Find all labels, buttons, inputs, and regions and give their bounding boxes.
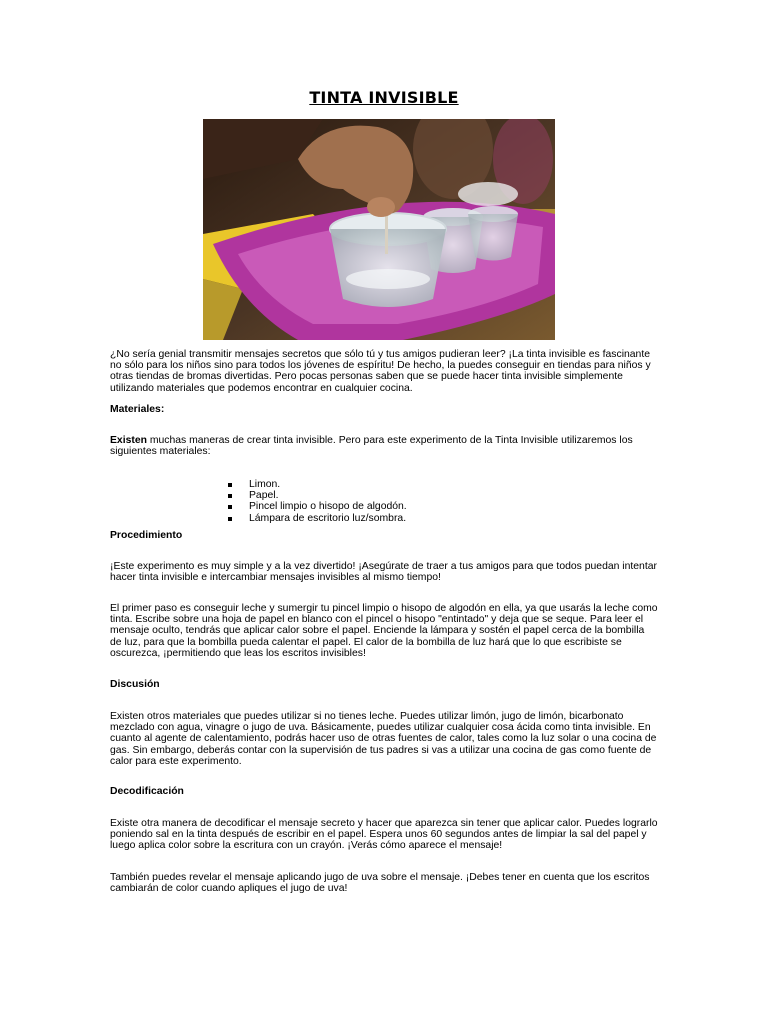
decoding-paragraph-1: Existe otra manera de decodificar el mensaje secreto y hacer que aparezca sin tener que aplicar calor. Puedes lograrlo poniendo sal en la tinta después de escribir en el papel. Espera unos 60 segundos antes de limpiar la sal del papel y luego aplica color sobre la escritura con un crayón. ¡Verás cómo aparece el mensaje! [110, 818, 658, 852]
procedure-heading: Procedimiento [110, 530, 183, 541]
procedure-paragraph-1: ¡Este experimento es muy simple y a la vez divertido! ¡Asegúrate de traer a tus amigos para que todos puedan intentar hacer tinta invisible e intercambiar mensajes invisibles al mismo tiempo! [110, 561, 657, 584]
materials-intro [110, 435, 658, 457]
decoding-heading: Decodificación [110, 786, 184, 797]
list-item: Limon. [228, 479, 407, 490]
bullet-icon [228, 494, 232, 498]
materials-heading: Materiales: [110, 404, 165, 415]
list-item: Papel. [228, 490, 407, 501]
list-item: Pincel limpio o hisopo de algodón. [228, 501, 407, 512]
bullet-icon [228, 517, 232, 521]
materials-lead-bold: Existen [110, 435, 147, 446]
procedure-paragraph-2: El primer paso es conseguir leche y sumergir tu pincel limpio o hisopo de algodón en ella, ya que usarás la leche como tinta. Escribe sobre una hoja de papel en blanco con el pincel o hisopo "entintado" y deja que se seque. Para leer el mensaje oculto, tendrás que aplicar calor sobre el papel. Enciende la lámpara y sostén el papel cerca de la bombilla de luz, para que la bombilla pueda calentar el papel. El calor de la bombilla de luz hará que lo que escribiste se oscurezca, ¡permitiendo que leas los escritos invisibles! [110, 603, 658, 659]
materials-list [228, 479, 407, 524]
list-item: Lámpara de escritorio luz/sombra. [228, 513, 407, 524]
bullet-icon [228, 505, 232, 509]
discussion-heading: Discusión [110, 679, 160, 690]
document-title: TINTA INVISIBLE [309, 88, 459, 107]
decoding-paragraph-2: También puedes revelar el mensaje aplicando jugo de uva sobre el mensaje. ¡Debes tener en cuenta que los escritos cambiarán de color cuando apliques el jugo de uva! [110, 872, 650, 895]
experiment-photo [203, 119, 555, 340]
bullet-icon [228, 483, 232, 487]
materials-lead-rest: muchas maneras de crear tinta invisible. Pero para este experimento de la Tinta Invisible utilizaremos los siguientes materiales: [110, 435, 633, 458]
discussion-paragraph: Existen otros materiales que puedes utilizar si no tienes leche. Puedes utilizar limón, jugo de limón, bicarbonato mezclado con agua, vinagre o jugo de uva. Básicamente, puedes utilizar cualquier cosa ácida como tinta invisible. En cuanto al agente de calentamiento, podrás hacer uso de otras fuentes de calor, tales como la luz solar o una cocina de gas. Sin embargo, deberás contar con la supervisión de tus padres si vas a utilizar una cocina de gas como fuente de calor para este experimento. [110, 711, 657, 767]
intro-paragraph: ¿No sería genial transmitir mensajes secretos que sólo tú y tus amigos pudieran leer? ¡La tinta invisible es fascinante no sólo para los niños sino para todos los jóvenes de espíritu! De hecho, la puedes conseguir en tiendas para niños y otras tiendas de bromas divertidas. Pero pocas personas saben que se puede hacer tinta invisible simplemente utilizando materiales que podemos encontrar en cualquier cocina. [110, 349, 651, 394]
